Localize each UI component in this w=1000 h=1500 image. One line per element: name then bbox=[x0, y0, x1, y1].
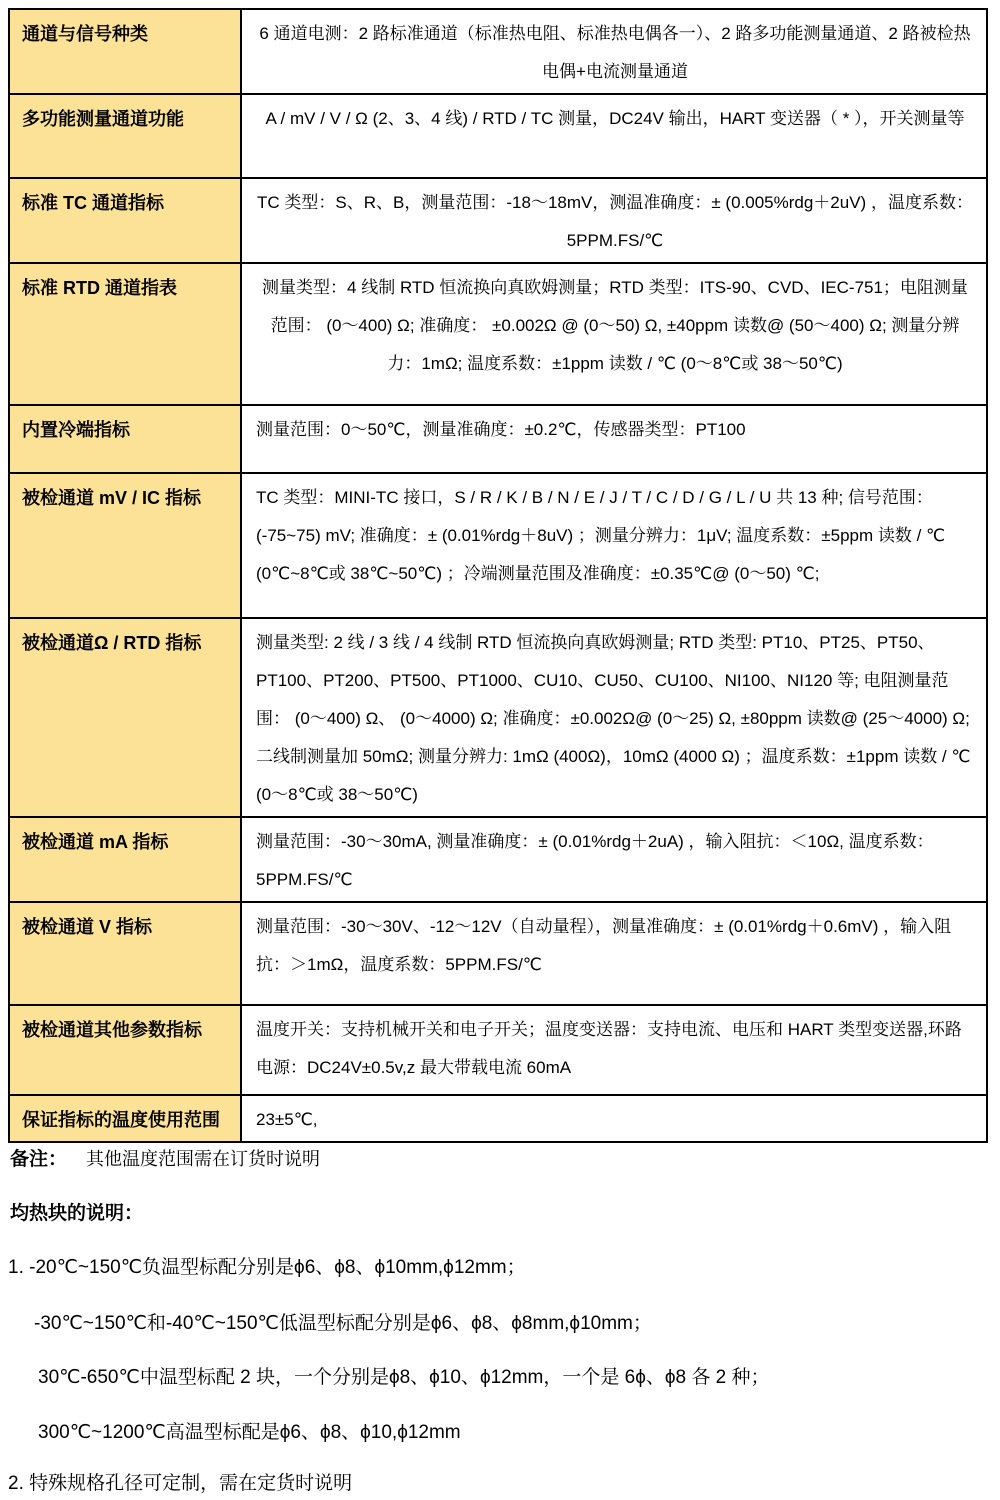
row-label: 被检通道 mV / IC 指标 bbox=[9, 473, 241, 618]
row-label: 被检通道Ω / RTD 指标 bbox=[9, 618, 241, 817]
table-row bbox=[9, 178, 987, 263]
note-item: -30℃~150℃和-40℃~150℃低温型标配分别是ϕ6、ϕ8、ϕ8mm,ϕ10mm； bbox=[34, 1313, 652, 1334]
row-value: 测量范围：-30～30V、-12～12V（自动量程），测量准确度：± (0.01%rdg＋0.6mV) ，输入阻抗：＞1mΩ，温度系数：5PPM.FS/℃ bbox=[241, 902, 987, 1005]
heating-block-title: 均热块的说明： bbox=[10, 1203, 144, 1224]
remark-text: 其他温度范围需在订货时说明 bbox=[86, 1149, 321, 1169]
note-item: 300℃~1200℃高温型标配是ϕ6、ϕ8、ϕ10,ϕ12mm bbox=[38, 1422, 461, 1443]
table-row bbox=[9, 473, 987, 618]
spec-table bbox=[8, 8, 988, 1143]
row-value: 温度开关：支持机械开关和电子开关；温度变送器：支持电流、电压和 HART 类型变送器,环路电源：DC24V±0.5v,z 最大带载电流 60mA bbox=[241, 1005, 987, 1095]
row-value: 测量范围：-30～30mA, 测量准确度：± (0.01%rdg＋2uA) ，输入阻抗：＜10Ω, 温度系数：5PPM.FS/℃ bbox=[241, 817, 987, 902]
table-row bbox=[9, 902, 987, 1005]
row-label: 内置冷端指标 bbox=[9, 405, 241, 473]
row-label: 通道与信号种类 bbox=[9, 9, 241, 94]
note-item: 1. -20℃~150℃负温型标配分别是ϕ6、ϕ8、ϕ10mm,ϕ12mm； bbox=[8, 1257, 526, 1278]
row-label: 被检通道 V 指标 bbox=[9, 902, 241, 1005]
table-row bbox=[9, 263, 987, 405]
row-value: 6 通道电测：2 路标准通道（标准热电阻、标准热电偶各一）、2 路多功能测量通道、2 路被检热电偶+电流测量通道 bbox=[241, 9, 987, 94]
row-value: 23±5℃, bbox=[241, 1095, 987, 1142]
table-row bbox=[9, 1095, 987, 1142]
row-value: 测量范围：0～50℃，测量准确度：±0.2℃，传感器类型：PT100 bbox=[241, 405, 987, 473]
row-value: TC 类型：MINI-TC 接口，S / R / K / B / N / E / J / T / C / D / G / L / U 共 13 种; 信号范围： (-75~75) mV; 准确度：± (0.01%rdg＋8uV) ；测量分辨力：1μV; 温度系数：±5ppm 读数 / ℃ (0℃~8℃或 38℃~50℃) ；冷端测量范围及准确度：±0.35℃@ (0～50) ℃; bbox=[241, 473, 987, 618]
table-row bbox=[9, 94, 987, 178]
remark-line bbox=[10, 1144, 320, 1171]
table-row bbox=[9, 405, 987, 473]
row-value: TC 类型：S、R、B，测量范围：-18～18mV，测温准确度：± (0.005%rdg＋2uV) ，温度系数：5PPM.FS/℃ bbox=[241, 178, 987, 263]
table-row bbox=[9, 1005, 987, 1095]
table-row bbox=[9, 817, 987, 902]
row-value: 测量类型：4 线制 RTD 恒流换向真欧姆测量；RTD 类型：ITS-90、CVD、IEC-751；电阻测量范围： (0～400) Ω; 准确度： ±0.002Ω @ (0～50) Ω, ±40ppm 读数@ (50～400) Ω; 测量分辨力：1mΩ; 温度系数：±1ppm 读数 / ℃ (0～8℃或 38～50℃) bbox=[241, 263, 987, 405]
note-item: 2. 特殊规格孔径可定制，需在定货时说明 bbox=[8, 1473, 353, 1494]
row-label: 被检通道 mA 指标 bbox=[9, 817, 241, 902]
row-value: 测量类型: 2 线 / 3 线 / 4 线制 RTD 恒流换向真欧姆测量; RTD 类型: PT10、PT25、PT50、PT100、PT200、PT500、PT1000、CU10、CU50、CU100、NI100、NI120 等; 电阻测量范围： (0～400) Ω、 (0～4000) Ω; 准确度：±0.002Ω@ (0～25) Ω, ±80ppm 读数@ (25～4000) Ω; 二线制测量加 50mΩ; 测量分辨力: 1mΩ (400Ω)，10mΩ (4000 Ω) ；温度系数：±1ppm 读数 / ℃ (0～8℃或 38～50℃) bbox=[241, 618, 987, 817]
row-label: 保证指标的温度使用范围 bbox=[9, 1095, 241, 1142]
table-row bbox=[9, 618, 987, 817]
row-label: 标准 TC 通道指标 bbox=[9, 178, 241, 263]
table-row bbox=[9, 9, 987, 94]
note-item: 30℃-650℃中温型标配 2 块，一个分别是ϕ8、ϕ10、ϕ12mm，一个是 6ϕ、ϕ8 各 2 种； bbox=[38, 1367, 770, 1388]
row-label: 被检通道其他参数指标 bbox=[9, 1005, 241, 1095]
row-label: 多功能测量通道功能 bbox=[9, 94, 241, 178]
remark-label: 备注： bbox=[10, 1149, 68, 1170]
row-value: A / mV / V / Ω (2、3、4 线) / RTD / TC 测量，DC24V 输出，HART 变送器（ * ），开关测量等 bbox=[241, 94, 987, 178]
row-label: 标准 RTD 通道指表 bbox=[9, 263, 241, 405]
